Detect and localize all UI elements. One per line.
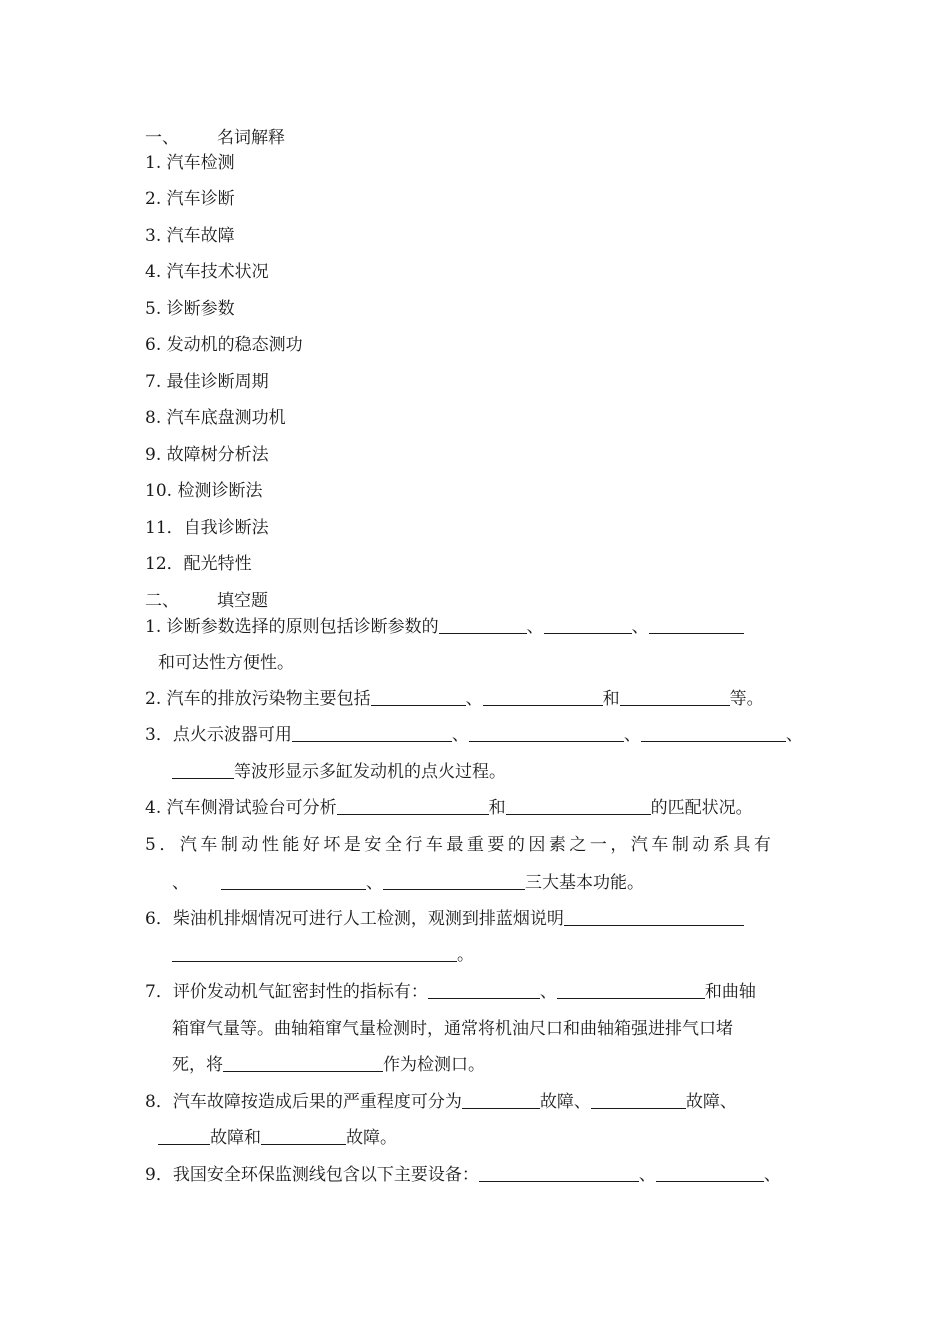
question-4: 4. 汽车侧滑试验台可分析 和 的匹配状况。	[145, 798, 753, 818]
answer-blank[interactable]	[564, 908, 744, 926]
term-item: 10. 检测诊断法	[145, 481, 263, 501]
question-6: 6．柴油机排烟情况可进行人工检测，观测到排蓝烟说明	[145, 908, 744, 930]
answer-blank[interactable]	[158, 1127, 210, 1145]
question-1: 1. 诊断参数选择的原则包括诊断参数的 、 、	[145, 616, 744, 638]
term-item: 11．自我诊断法	[145, 518, 269, 538]
question-2: 2. 汽车的排放污染物主要包括 、 和 等。	[145, 689, 764, 709]
question-5: 5．汽车制动性能好坏是安全行车最重要的因素之一，汽车制动系具有	[145, 835, 775, 855]
term-item: 7. 最佳诊断周期	[145, 372, 269, 392]
section-heading-1: 一、 名词解释	[145, 128, 285, 148]
question-3: 3．点火示波器可用 、 、 、	[145, 725, 803, 745]
answer-blank[interactable]	[479, 1164, 639, 1182]
answer-blank[interactable]	[292, 724, 452, 742]
answer-blank[interactable]	[620, 688, 730, 706]
answer-blank[interactable]	[649, 616, 744, 634]
answer-blank[interactable]	[172, 944, 457, 962]
question-7-cont: 箱窜气量等。曲轴箱窜气量检测时，通常将机油尺口和曲轴箱强进排气口堵	[172, 1019, 733, 1039]
answer-blank[interactable]	[439, 616, 527, 634]
answer-blank[interactable]	[469, 724, 624, 742]
answer-blank[interactable]	[261, 1127, 346, 1145]
answer-blank[interactable]	[506, 797, 651, 815]
answer-blank[interactable]	[383, 872, 525, 890]
term-item: 5. 诊断参数	[145, 299, 235, 319]
answer-blank[interactable]	[223, 1054, 383, 1072]
question-1-cont: 和可达性方便性。	[158, 653, 294, 673]
answer-blank[interactable]	[371, 688, 466, 706]
question-9: 9．我国安全环保监测线包含以下主要设备： 、 、	[145, 1165, 781, 1185]
term-item: 8. 汽车底盘测功机	[145, 408, 286, 428]
term-item: 12．配光特性	[145, 554, 252, 574]
answer-blank[interactable]	[544, 616, 632, 634]
question-8: 8．汽车故障按造成后果的严重程度可分为 故障、 故障、	[145, 1092, 737, 1112]
term-item: 9. 故障树分析法	[145, 445, 269, 465]
question-8-cont: 故障和 故障。	[158, 1127, 397, 1149]
answer-blank[interactable]	[337, 797, 489, 815]
answer-blank[interactable]	[483, 688, 603, 706]
term-item: 2. 汽车诊断	[145, 189, 235, 209]
question-5-cont: 、 、 三大基本功能。	[172, 873, 644, 893]
question-7-cont2: 死，将 作为检测口。	[172, 1055, 485, 1075]
answer-blank[interactable]	[557, 981, 705, 999]
term-item: 6. 发动机的稳态测功	[145, 335, 303, 355]
section-heading-2: 二、 填空题	[145, 591, 268, 611]
answer-blank[interactable]	[221, 872, 366, 890]
answer-blank[interactable]	[428, 981, 540, 999]
answer-blank[interactable]	[641, 724, 786, 742]
answer-blank[interactable]	[591, 1091, 686, 1109]
question-3-cont: 等波形显示多缸发动机的点火过程。	[172, 761, 506, 783]
term-item: 4. 汽车技术状况	[145, 262, 269, 282]
question-6-cont: 。	[172, 944, 474, 966]
term-item: 3. 汽车故障	[145, 226, 235, 246]
question-7: 7．评价发动机气缸密封性的指标有： 、 和曲轴	[145, 982, 756, 1002]
term-item: 1. 汽车检测	[145, 153, 235, 173]
answer-blank[interactable]	[462, 1091, 540, 1109]
answer-blank[interactable]	[656, 1164, 764, 1182]
answer-blank[interactable]	[172, 761, 234, 779]
